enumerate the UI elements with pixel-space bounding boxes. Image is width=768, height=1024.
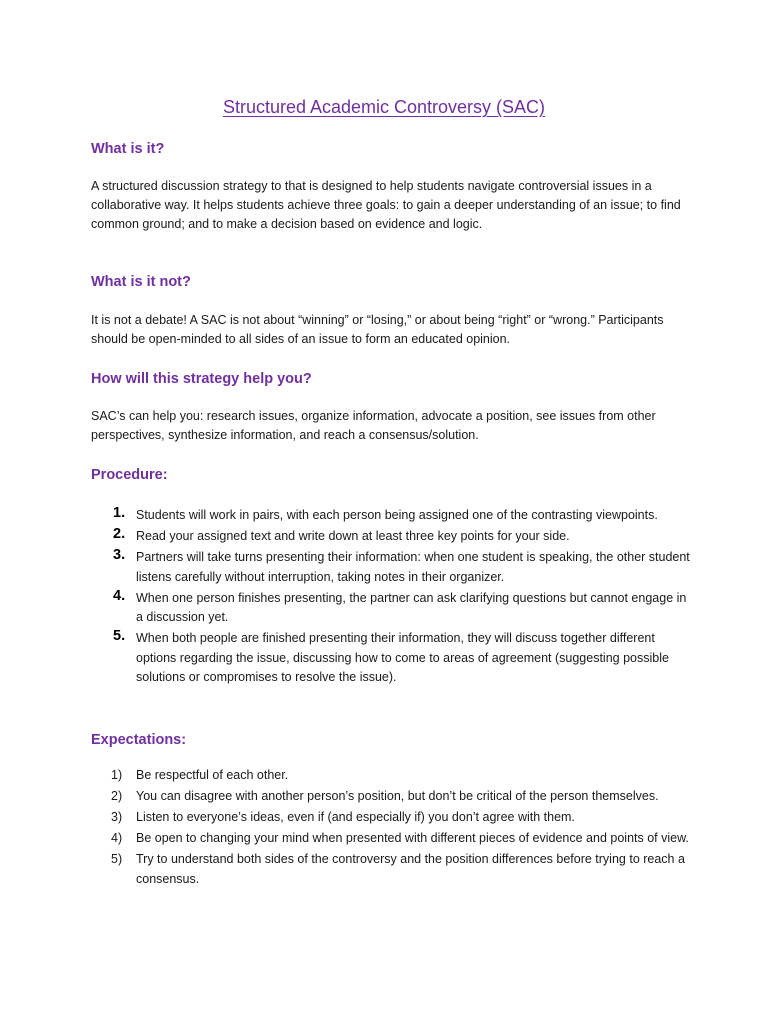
- list-text: When one person finishes presenting, the partner can ask clarifying questions but cannot engage in a discussion yet.: [136, 590, 687, 624]
- list-number: 3): [111, 810, 123, 824]
- list-text: Be open to changing your mind when presented with different pieces of evidence and points of view.: [136, 831, 689, 845]
- list-number: 2.: [113, 526, 126, 542]
- list-text: Partners will take turns presenting their information: when one student is speaking, the other student listens carefully without interruption, taking notes in their organizer.: [136, 550, 690, 584]
- list-item: [91, 808, 691, 828]
- list-number: 5): [111, 852, 123, 866]
- list-text: Try to understand both sides of the controversy and the position differences before trying to reach a consensus.: [136, 852, 685, 886]
- heading-what-is-it-not: What is it not?: [91, 274, 191, 290]
- paragraph-how-help: SAC’s can help you: research issues, organize information, advocate a position, see issues from other perspectives, synthesize information, and reach a consensus/solution.: [91, 409, 656, 442]
- list-number: 5.: [113, 628, 126, 644]
- document-title: Structured Academic Controversy (SAC): [222, 97, 546, 117]
- list-text: Students will work in pairs, with each person being assigned one of the contrasting viewpoints.: [136, 508, 658, 522]
- list-number: 4): [111, 831, 123, 845]
- list-text: Read your assigned text and write down at least three key points for your side.: [136, 529, 570, 543]
- heading-what-is-it: What is it?: [91, 141, 165, 157]
- list-text: When both people are finished presenting their information, they will discuss together different options regarding the issue, discussing how to come to areas of agreement (suggesting possible solutions or compromises to resolve the issue).: [136, 631, 669, 684]
- list-number: 3.: [113, 547, 126, 563]
- list-text: You can disagree with another person’s position, but don’t be critical of the person themselves.: [136, 789, 659, 803]
- paragraph-what-is-it-not: It is not a debate! A SAC is not about “winning” or “losing,” or about being “right” or “wrong.” Participants should be open-minded to all sides of an issue to form an educated opinion.: [91, 313, 664, 346]
- list-item: [91, 766, 691, 786]
- expectations-list: [91, 766, 691, 891]
- list-item: [91, 629, 691, 688]
- list-number: 4.: [113, 587, 126, 604]
- list-number: 1): [111, 768, 123, 782]
- heading-expectations: Expectations:: [91, 732, 187, 748]
- list-item: [91, 527, 691, 547]
- list-item: [91, 850, 691, 889]
- list-number: 1.: [113, 505, 126, 521]
- list-text: Listen to everyone’s ideas, even if (and especially if) you don’t agree with them.: [136, 810, 575, 824]
- list-item: [91, 787, 691, 807]
- procedure-list: [91, 506, 691, 689]
- heading-procedure: Procedure:: [91, 467, 168, 483]
- heading-how-help: How will this strategy help you?: [91, 371, 312, 387]
- paragraph-what-is-it: A structured discussion strategy to that is designed to help students navigate controversial issues in a collaborative way. It helps students achieve three goals: to gain a deeper understanding of an issue; to find common ground; and to make a decision based on evidence and logic.: [91, 179, 681, 231]
- list-item: [91, 506, 691, 526]
- list-item: [91, 589, 691, 628]
- list-number: 2): [111, 789, 123, 803]
- list-item: [91, 548, 691, 587]
- list-item: [91, 829, 691, 849]
- list-text: Be respectful of each other.: [136, 768, 289, 782]
